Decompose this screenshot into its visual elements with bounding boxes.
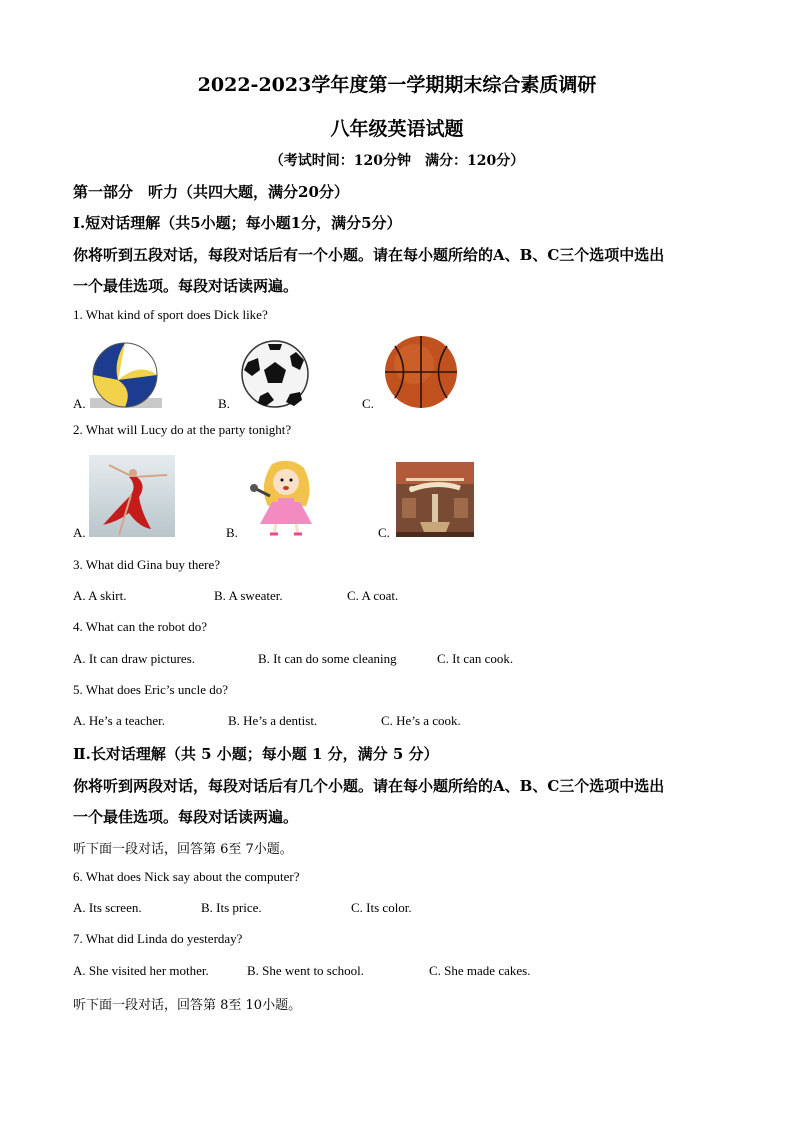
q4-option-b: B. It can do some cleaning (258, 651, 397, 666)
singing-girl-icon (242, 458, 330, 538)
dialog2-intro: 听下面一段对话，回答第 8至 10小题。 (73, 998, 302, 1013)
q7-option-c: C. She made cakes. (429, 963, 531, 978)
q6-option-b: B. Its price. (201, 900, 262, 915)
q5-option-a: A. He’s a teacher. (73, 713, 166, 728)
section1-instruction-2: 一个最佳选项。每段对话读两遍。 (73, 277, 299, 295)
q1-option-b: B. (218, 396, 230, 411)
page-subtitle: 八年级英语试题 (330, 118, 464, 140)
question-5: 5. What does Eric’s uncle do? (73, 682, 228, 697)
q3-option-c: C. A coat. (347, 588, 399, 603)
section2-instruction-1: 你将听到两段对话，每段对话后有几个小题。请在每小题所给的A、B、C三个选项中选出 (73, 777, 665, 795)
q7-option-a: A. She visited her mother. (73, 963, 209, 978)
question-1: 1. What kind of sport does Dick like? (73, 307, 268, 322)
q4-option-c: C. It can cook. (437, 651, 514, 666)
volleyball-icon (88, 340, 164, 410)
q6-option-a: A. Its screen. (73, 900, 142, 915)
q2-option-c: C. (378, 525, 390, 540)
q7-option-b: B. She went to school. (247, 963, 364, 978)
dialog1-intro: 听下面一段对话，回答第 6至 7小题。 (73, 842, 293, 857)
section1-heading: Ⅰ.短对话理解（共5小题；每小题1分，满分5分） (73, 214, 402, 232)
soccer-ball-icon (238, 340, 312, 408)
question-2: 2. What will Lucy do at the party tonight? (73, 422, 292, 437)
question-3: 3. What did Gina buy there? (73, 557, 221, 572)
section2-heading: Ⅱ.长对话理解（共 5 小题；每小题 1 分，满分 5 分） (73, 745, 439, 763)
q1-option-a: A. (73, 396, 86, 411)
dancer-icon (89, 455, 175, 537)
q3-option-b: B. A sweater. (214, 588, 283, 603)
q5-option-b: B. He’s a dentist. (228, 713, 318, 728)
section1-instruction-1: 你将听到五段对话，每段对话后有一个小题。请在每小题所给的A、B、C三个选项中选出 (73, 246, 665, 264)
exam-info: （考试时间：120分钟 满分：120分） (269, 153, 525, 169)
part1-heading: 第一部分 听力（共四大题，满分20分） (73, 183, 349, 201)
basketball-icon (380, 334, 462, 410)
q1-option-c: C. (362, 396, 374, 411)
q6-option-c: C. Its color. (351, 900, 412, 915)
q3-option-a: A. A skirt. (73, 588, 127, 603)
q2-option-b: B. (226, 525, 238, 540)
question-7: 7. What did Linda do yesterday? (73, 931, 243, 946)
section2-instruction-2: 一个最佳选项。每段对话读两遍。 (73, 808, 299, 826)
acrobat-show-icon (396, 462, 474, 537)
page-title: 2022-2023学年度第一学期期末综合素质调研 (197, 74, 597, 96)
question-4: 4. What can the robot do? (73, 619, 208, 634)
q2-option-a: A. (73, 525, 86, 540)
question-6: 6. What does Nick say about the computer? (73, 869, 300, 884)
q5-option-c: C. He’s a cook. (381, 713, 461, 728)
q4-option-a: A. It can draw pictures. (73, 651, 196, 666)
